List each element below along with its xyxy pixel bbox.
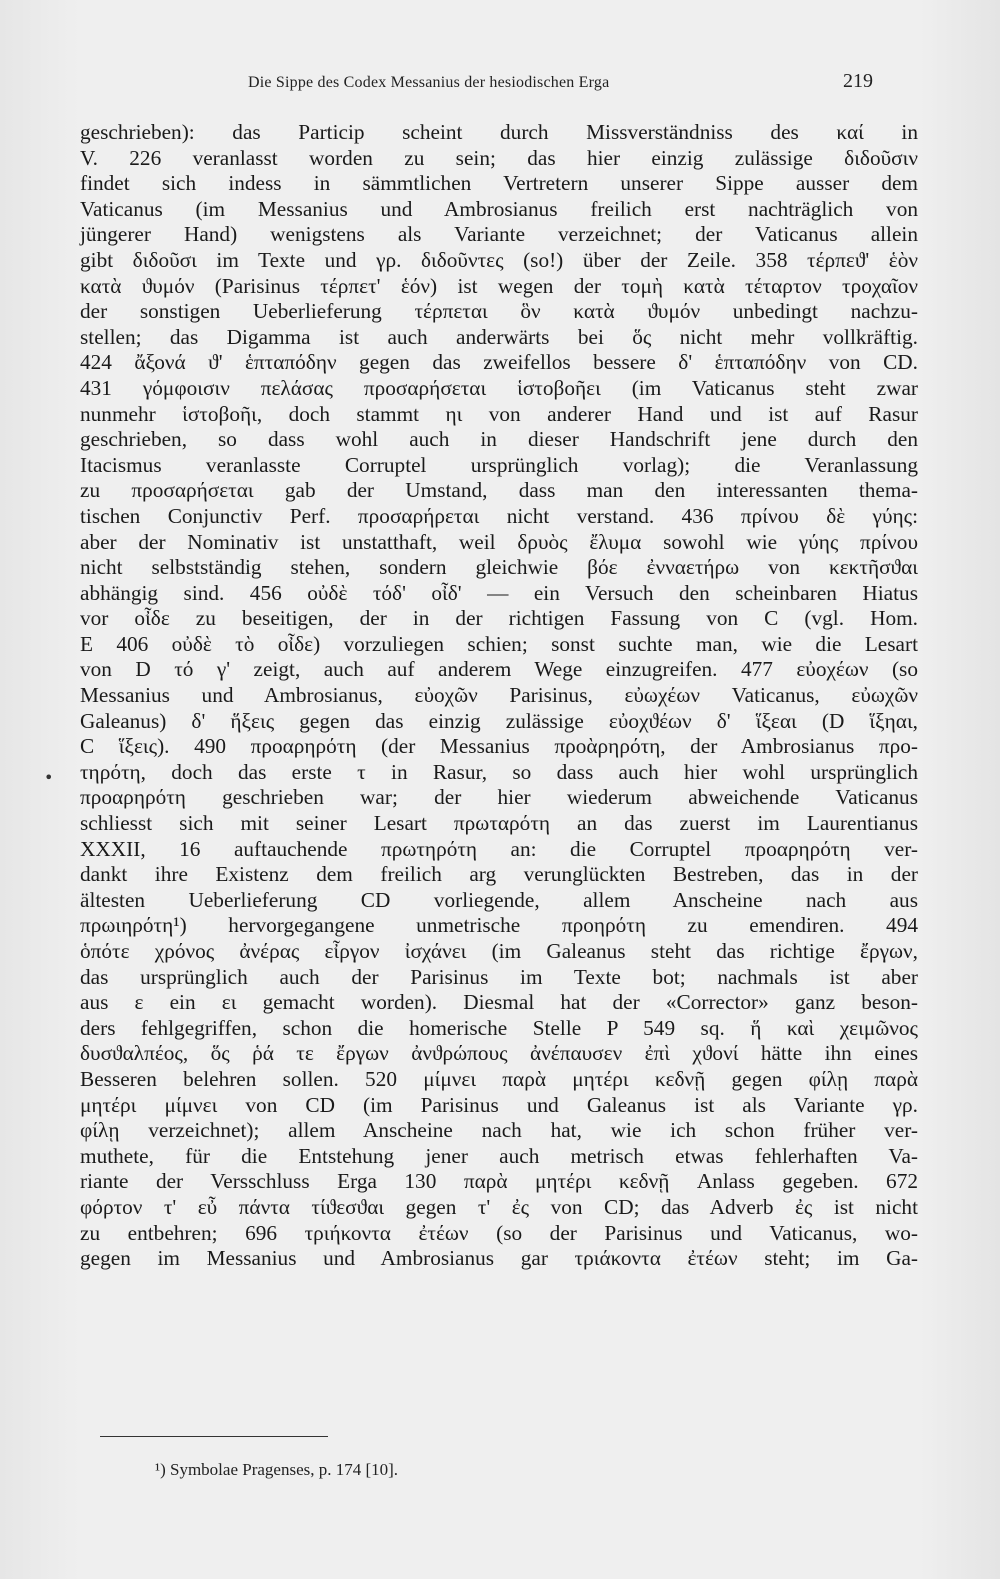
text-line: nicht selbstständig stehen, sondern gleichwie βόε ἐνναετήρω von κεκτῆσϑαι xyxy=(80,555,918,580)
main-text-block xyxy=(80,120,918,1272)
text-line: gibt διδοῦσι im Texte und γρ. διδοῦντες (so!) über der Zeile. 358 τέρπεϑ' ἑὸν xyxy=(80,247,918,272)
text-line: V. 226 veranlasst worden zu sein; das hier einzig zulässige διδοῦσιν xyxy=(80,145,918,170)
text-line: φόρτον τ' εὖ πάντα τίϑεσϑαι gegen τ' ἐς von CD; das Adverb ἐς ist nicht xyxy=(80,1194,918,1219)
running-head: Die Sippe des Codex Messanius der hesiodischen Erga xyxy=(248,74,610,91)
text-line: Itacismus veranlasste Corruptel ursprünglich vorlag); die Veranlassung xyxy=(80,452,918,477)
text-line: der sonstigen Ueberlieferung τέρπεται ὃν κατὰ ϑυμόν unbedingt nachzu- xyxy=(80,299,918,324)
text-line: E 406 οὐδὲ τὸ οἶδε) vorzuliegen schien; sonst suchte man, wie die Lesart xyxy=(80,631,918,656)
text-line: aber der Nominativ ist unstatthaft, weil δρυὸς ἔλυμα sowohl wie γύης πρίνου xyxy=(80,529,918,554)
text-line: κατὰ ϑυμόν (Parisinus τέρπετ' ἑόν) ist wegen der τομὴ κατὰ τέταρτον τροχαῖον xyxy=(80,273,918,298)
text-line: C ἵξεις). 490 προαρηρότη (der Messanius προὰρηρότη, der Ambrosianus προ- xyxy=(80,734,918,759)
text-line: ders fehlgegriffen, schon die homerische Stelle P 549 sq. ἥ καὶ χειμῶνος xyxy=(80,1015,918,1040)
text-line: findet sich indess in sämmtlichen Vertretern unserer Sippe ausser dem xyxy=(80,171,918,196)
text-line: von D τό γ' zeigt, auch auf anderem Wege einzugreifen. 477 εὐοχέων (so xyxy=(80,657,918,682)
text-line: 431 γόμφοισιν πελάσας προσαρήσεται ἱστοβοῆει (im Vaticanus steht zwar xyxy=(80,375,918,400)
text-line: tischen Conjunctiv Perf. προσαρήρεται nicht verstand. 436 πρίνου δὲ γύης: xyxy=(80,503,918,528)
text-line: nunmehr ἱστοβοῆι, doch stammt ηι von anderer Hand und ist auf Rasur xyxy=(80,401,918,426)
text-line: Galeanus) δ' ἥξεις gegen das einzig zulässige εὐοχϑέων δ' ἵξεαι (D ἵξηαι, xyxy=(80,708,918,733)
text-line: Messanius und Ambrosianus, εὐοχῶν Parisinus, εὐωχέων Vaticanus, εὐωχῶν xyxy=(80,683,918,708)
text-line: aus ε ein ει gemacht worden). Diesmal hat der «Corrector» ganz beson- xyxy=(80,990,918,1015)
text-line: ältesten Ueberlieferung CD vorliegende, allem Anscheine nach aus xyxy=(80,887,918,912)
text-line: προαρηρότη geschrieben war; der hier wiederum abweichende Vaticanus xyxy=(80,785,918,810)
text-line: Besseren belehren sollen. 520 μίμνει παρὰ μητέρι κεδνῇ gegen φίλῃ παρὰ xyxy=(80,1066,918,1091)
margin-dot: • xyxy=(44,768,54,787)
text-line: jüngerer Hand) wenigstens als Variante verzeichnet; der Vaticanus allein xyxy=(80,222,918,247)
text-line: δυσϑαλπέος, ὅς ῥά τε ἔργων ἀνϑρώπους ἀνέπαυσεν ἐπὶ χϑονί hätte ihn eines xyxy=(80,1041,918,1066)
footnote: ¹) Symbolae Pragenses, p. 174 [10]. xyxy=(155,1460,399,1479)
text-line: geschrieben): das Particip scheint durch Missverständniss des καί in xyxy=(80,120,918,144)
text-line: stellen; das Digamma ist auch anderwärts bei ὅς nicht mehr vollkräftig. xyxy=(80,324,918,349)
text-line: XXXII, 16 auftauchende πρωτηρότη an: die Corruptel προαρηρότη ver- xyxy=(80,836,918,861)
text-line: ὁπότε χρόνος ἀνέρας εἶργον ἰσχάνει (im Galeanus steht das richtige ἔργων, xyxy=(80,939,918,963)
text-line: abhängig sind. 456 οὐδὲ τόδ' οἶδ' — ein Versuch den scheinbaren Hiatus xyxy=(80,580,918,605)
text-line: gegen im Messanius und Ambrosianus gar τριάκοντα ἐτέων steht; im Ga- xyxy=(80,1246,918,1271)
footnote-divider xyxy=(100,1436,328,1437)
text-line: τηρότη, doch das erste τ in Rasur, so dass auch hier wohl ursprünglich xyxy=(80,759,918,784)
text-line: φίλῃ verzeichnet); allem Anscheine nach hat, wie ich schon früher ver- xyxy=(80,1118,918,1143)
text-line: schliesst sich mit seiner Lesart πρωταρότη an das zuerst im Laurentianus xyxy=(80,811,918,836)
text-line: das ursprünglich auch der Parisinus im Texte bot; nachmals ist aber xyxy=(80,964,918,989)
text-line: vor οἶδε zu beseitigen, der in der richtigen Fassung von C (vgl. Hom. xyxy=(80,606,918,631)
text-line: dankt ihre Existenz dem freilich arg verunglückten Bestreben, das in der xyxy=(80,862,918,887)
text-line: μητέρι μίμνει von CD (im Parisinus und Galeanus ist als Variante γρ. xyxy=(80,1092,918,1117)
text-line: muthete, für die Entstehung jener auch metrisch etwas fehlerhaften Va- xyxy=(80,1143,918,1168)
text-line: riante der Versschluss Erga 130 παρὰ μητέρι κεδνῇ Anlass gegeben. 672 xyxy=(80,1169,918,1194)
text-line: Vaticanus (im Messanius und Ambrosianus freilich erst nachträglich von xyxy=(80,196,918,221)
text-line: geschrieben, so dass wohl auch in dieser Handschrift jene durch den xyxy=(80,427,918,452)
text-line: πρωιηρότη¹) hervorgegangene unmetrische προηρότη zu emendiren. 494 xyxy=(80,913,918,938)
text-line: zu προσαρήσεται gab der Umstand, dass man den interessanten thema- xyxy=(80,478,918,503)
page-number: 219 xyxy=(843,70,873,92)
text-line: zu entbehren; 696 τριήκοντα ἐτέων (so der Parisinus und Vaticanus, wo- xyxy=(80,1220,918,1245)
text-line: 424 ἄξονά ϑ' ἑπταπόδην gegen das zweifellos bessere δ' ἑπταπόδην von CD. xyxy=(80,350,918,375)
